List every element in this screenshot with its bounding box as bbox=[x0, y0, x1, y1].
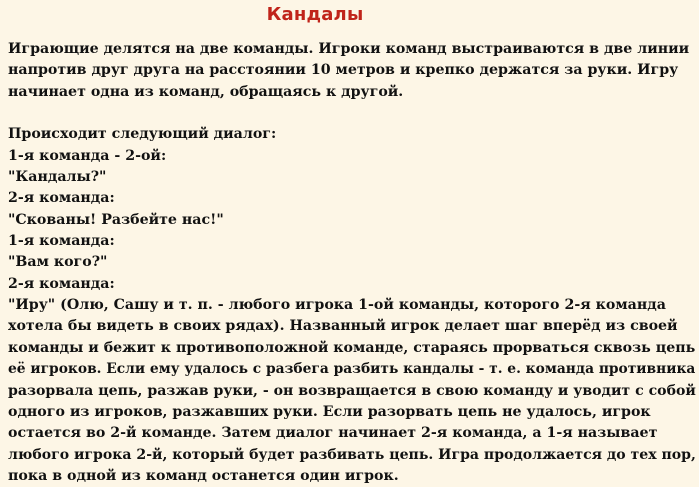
text-line: остается во 2-й команде. Затем диалог начинает 2-я команда, а 1-я называет bbox=[8, 425, 658, 442]
text-line: хотела бы видеть в своих рядах). Названный игрок делает шаг вперёд из своей bbox=[8, 318, 678, 335]
dialog-line: "Скованы! Разбейте нас!" bbox=[8, 211, 224, 228]
article-body bbox=[8, 39, 696, 487]
dialog-heading: Происходит следующий диалог: bbox=[8, 126, 277, 143]
text-line: начинает одна из команд, обращаясь к другой. bbox=[8, 83, 404, 100]
text-line: Играющие делятся на две команды. Игроки команд выстраиваются в две линии bbox=[8, 41, 690, 57]
rules-paragraph bbox=[8, 295, 696, 487]
text-line: любого игрока 2-й, который будет разбивать цепь. Игра продолжается до тех пор, bbox=[8, 446, 696, 463]
text-line: пока в одной из команд останется один игрок. bbox=[8, 467, 399, 484]
dialog-line: 2-я команда: bbox=[8, 190, 115, 207]
intro-paragraph bbox=[8, 39, 696, 103]
dialog-line: 2-я команда: bbox=[8, 275, 115, 292]
paragraph-gap bbox=[8, 103, 696, 124]
text-line: "Иру" (Олю, Сашу и т. п. - любого игрока 1-ой команды, которого 2-я команда bbox=[8, 297, 666, 314]
dialog-paragraph bbox=[8, 124, 696, 295]
dialog-line: 1-я команда: bbox=[8, 233, 115, 250]
text-line: её игроков. Если ему удалось с разбега разбить кандалы - т. е. команда противника bbox=[8, 361, 696, 378]
text-line: разорвала цепь, разжав руки, - он возвращается в свою команду и уводит с собой bbox=[8, 382, 696, 399]
dialog-line: "Кандалы?" bbox=[8, 169, 107, 186]
text-line: напротив друг друга на расстоянии 10 метров и крепко держатся за руки. Игру bbox=[8, 62, 679, 79]
text-line: команды и бежит к противоположной команде, стараясь прорваться сквозь цепь bbox=[8, 339, 696, 356]
dialog-line: "Вам кого?" bbox=[8, 254, 108, 271]
text-line: одного из игроков, разжавших руки. Если разорвать цепь не удалось, игрок bbox=[8, 403, 651, 420]
page-title: Кандалы bbox=[266, 4, 364, 25]
dialog-line: 1-я команда - 2-ой: bbox=[8, 147, 167, 164]
